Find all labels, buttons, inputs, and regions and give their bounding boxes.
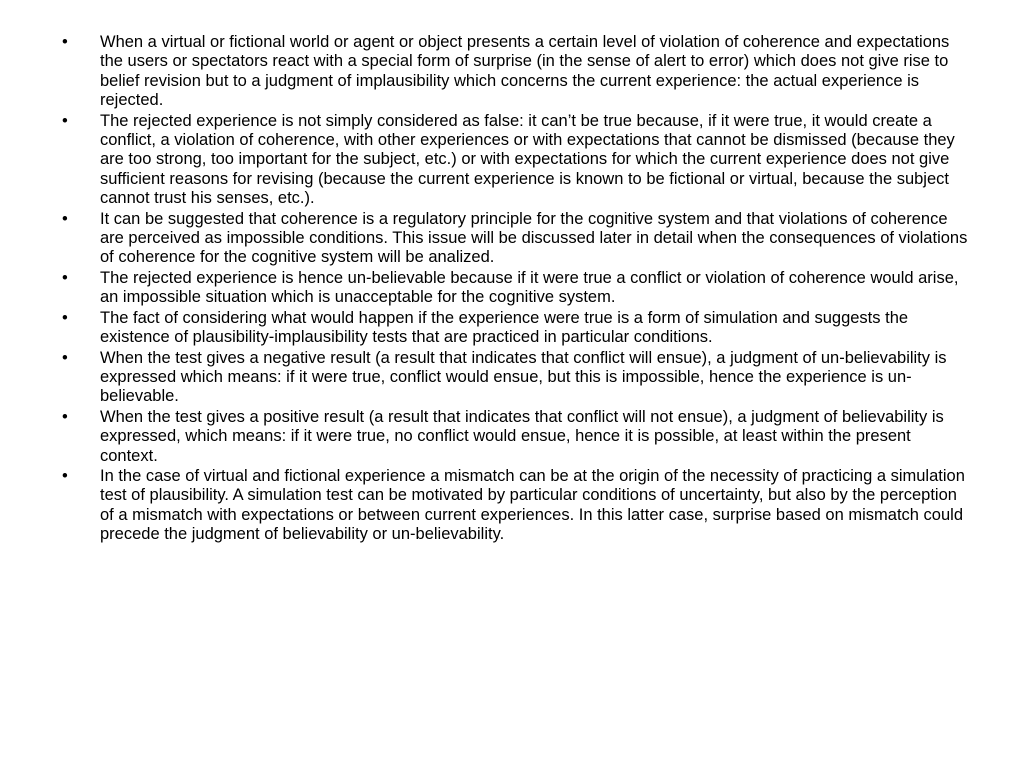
bullet-text: When the test gives a negative result (a result that indicates that conflict will ensue), a judgment of un-believability is expressed which means: if it were true, conflict would ensue, but this is impossible, hence the experience is un-believable. [100,348,947,406]
bullet-item [62,269,972,308]
bullet-list [62,33,972,546]
bullet-item [62,467,972,545]
bullet-item [62,210,972,268]
bullet-icon: • [62,466,68,485]
bullet-text: The rejected experience is not simply considered as false: it can’t be true because, if it were true, it would create a conflict, a violation of coherence, with other experiences or with expectations that cannot be dismissed (because they are too strong, too important for the subject, etc.) or with expectations for which the current experience does not give sufficient reasons for revising (because the current experience is known to be fictional or virtual, because the subject cannot trust his senses, etc.). [100,111,955,208]
bullet-item [62,408,972,466]
bullet-text: The fact of considering what would happen if the experience were true is a form of simulation and suggests the existence of plausibility-implausibility tests that are practiced in particular conditions. [100,308,909,347]
bullet-item [62,309,972,348]
bullet-item [62,349,972,407]
bullet-text: It can be suggested that coherence is a regulatory principle for the cognitive system and that violations of coherence are perceived as impossible conditions. This issue will be discussed later in detail when the consequences of violations of coherence for the cognitive system will be analized. [100,209,968,267]
bullet-icon: • [62,111,68,130]
bullet-item [62,112,972,209]
bullet-icon: • [62,268,68,287]
bullet-icon: • [62,407,68,426]
bullet-text: When the test gives a positive result (a result that indicates that conflict will not ensue), a judgment of believability is expressed, which means: if it were true, no conflict would ensue, hence it is possible, at least within the present context. [100,407,944,465]
bullet-text: In the case of virtual and fictional experience a mismatch can be at the origin of the necessity of practicing a simulation test of plausibility. A simulation test can be motivated by particular conditions of uncertainty, but also by the perception of a mismatch with expectations or between current experiences. In this latter case, surprise based on mismatch could precede the judgment of believability or un-believability. [100,466,965,544]
bullet-text: When a virtual or fictional world or agent or object presents a certain level of violation of coherence and expectations the users or spectators react with a special form of surprise (in the sense of alert to error) which does not give rise to belief revision but to a judgment of implausibility which concerns the current experience: the actual experience is rejected. [100,33,950,110]
bullet-item [62,33,972,111]
bullet-icon: • [62,209,68,228]
bullet-icon: • [62,348,68,367]
bullet-icon: • [62,33,68,51]
bullet-icon: • [62,308,68,327]
bullet-text: The rejected experience is hence un-believable because if it were true a conflict or violation of coherence would arise, an impossible situation which is unacceptable for the cognitive system. [100,268,959,307]
